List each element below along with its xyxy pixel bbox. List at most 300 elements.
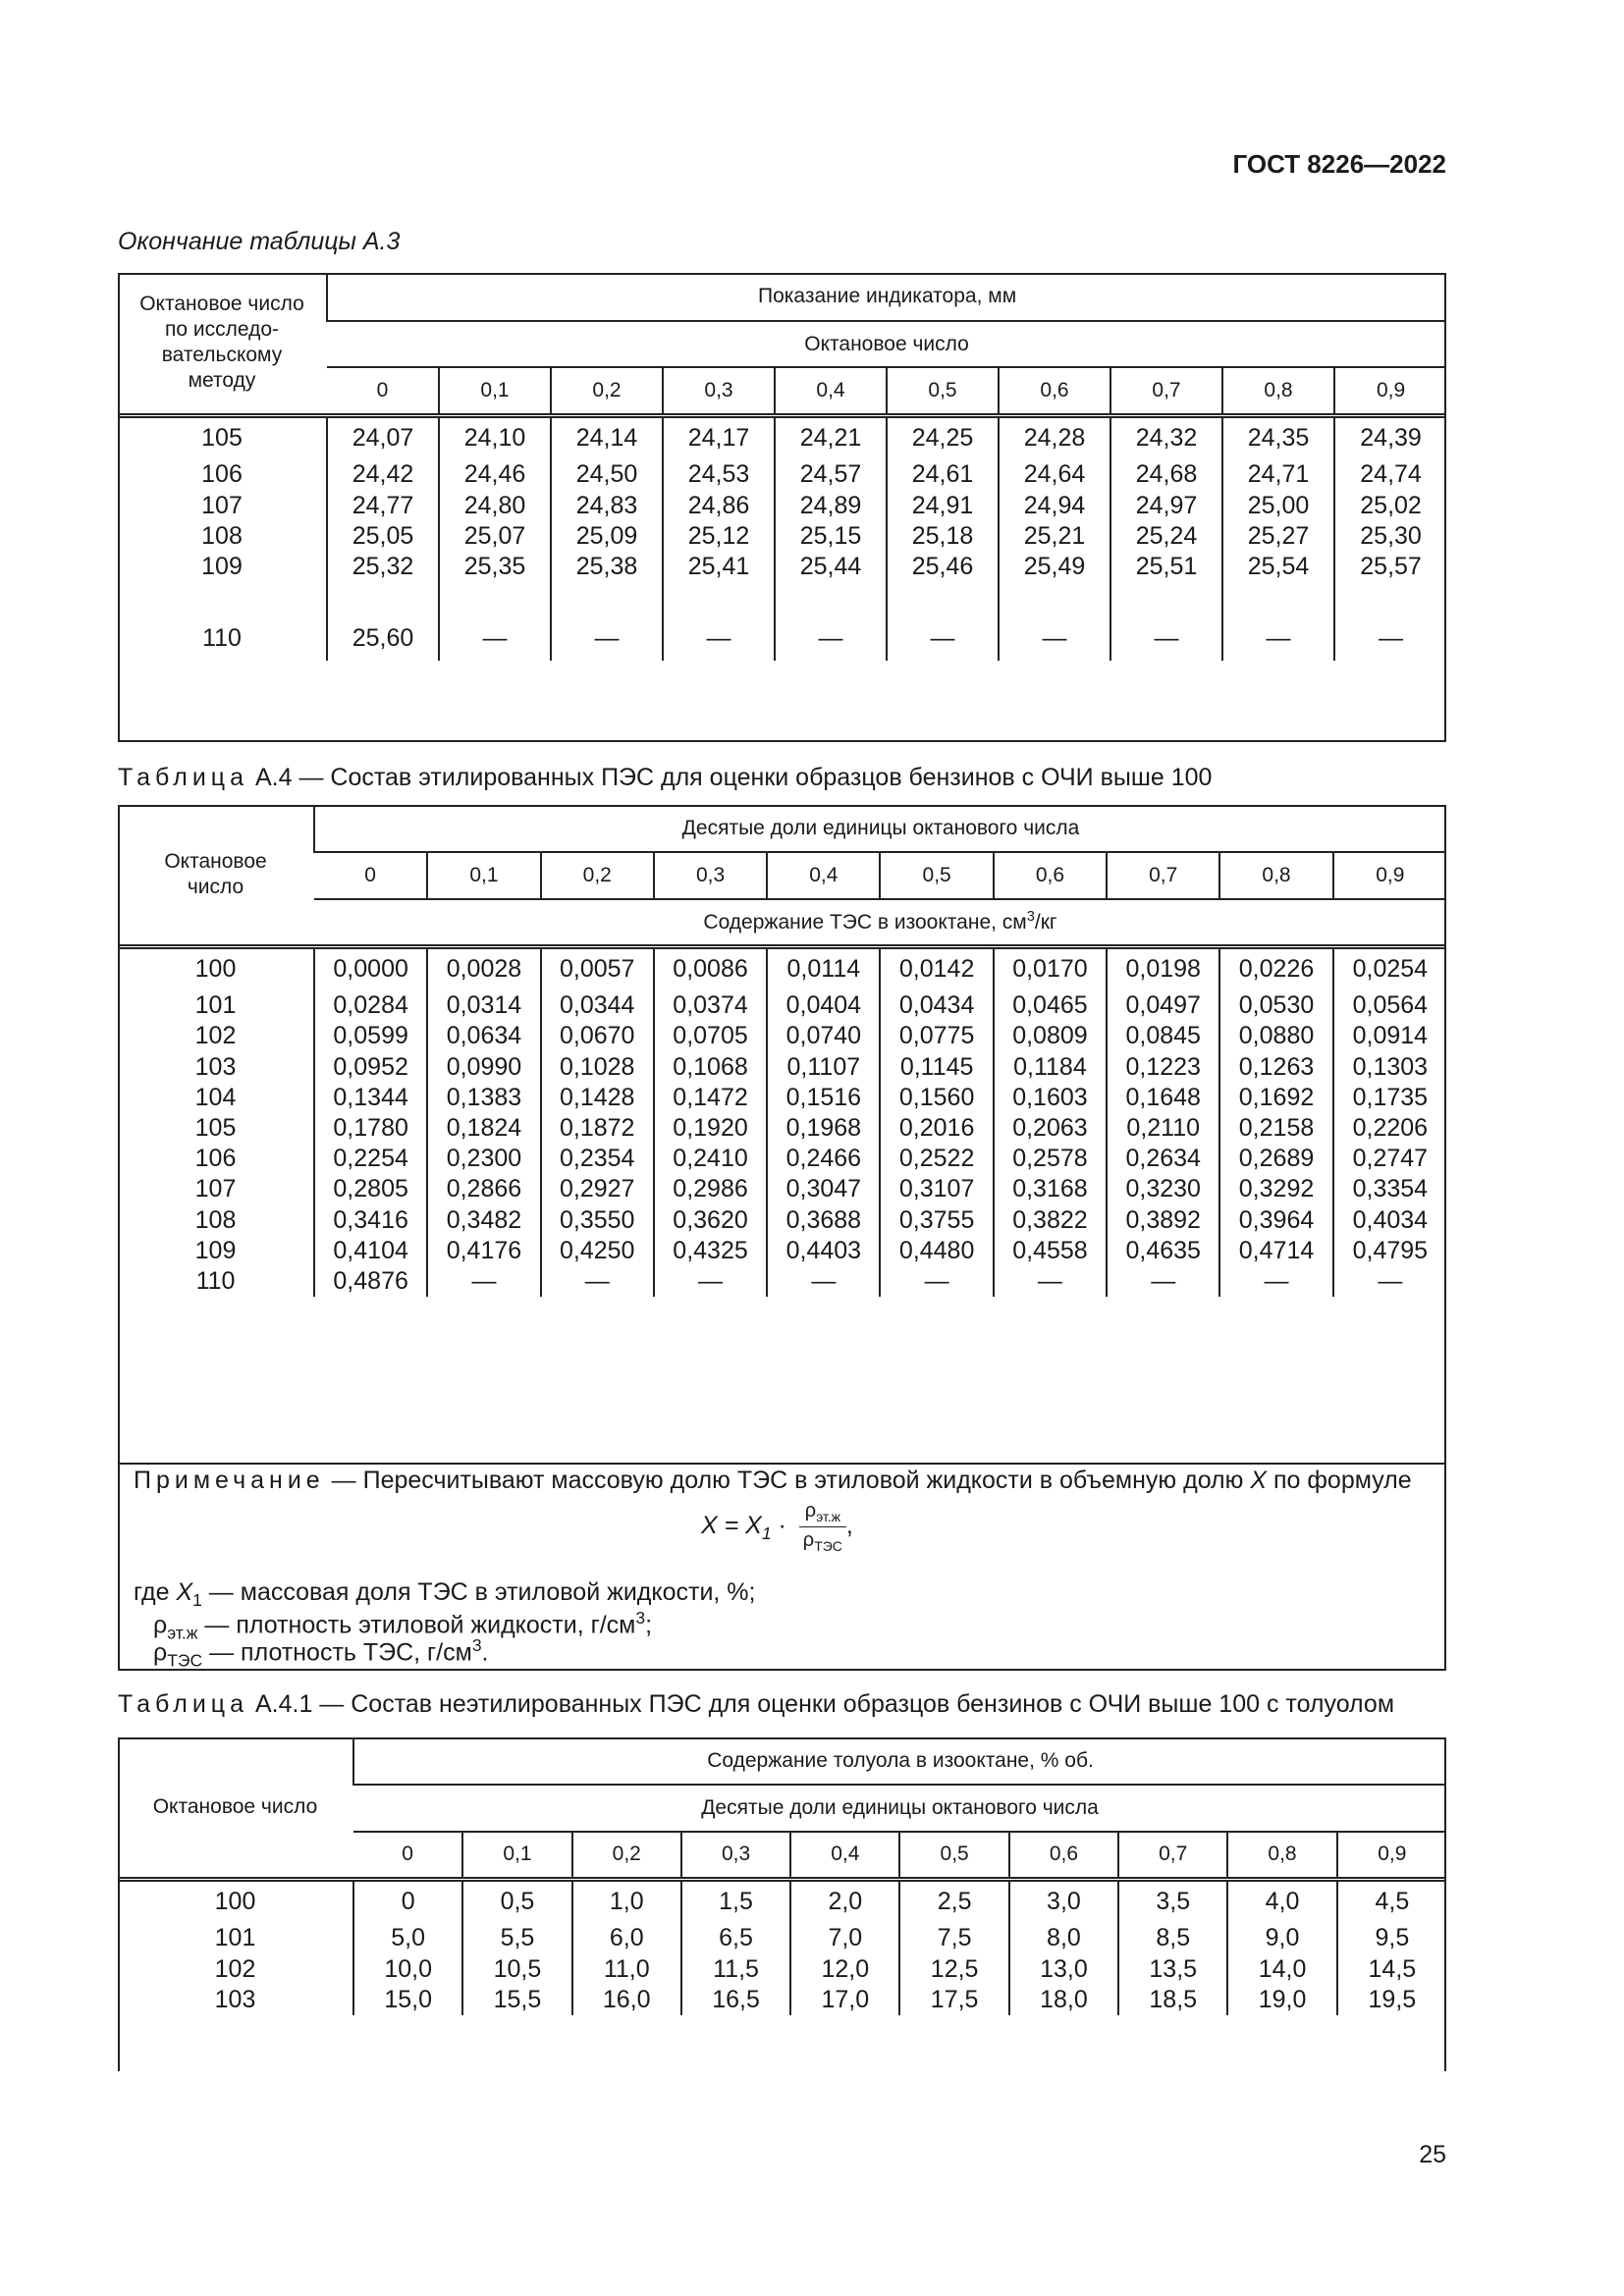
table-cell: 0,2927 <box>541 1174 654 1204</box>
table-cell: 0,3550 <box>541 1205 654 1236</box>
table-cell: 24,07 <box>327 415 439 459</box>
column-header: 0,3 <box>681 1832 790 1879</box>
table-cell: 0,0434 <box>880 990 993 1021</box>
table-cell: 24,71 <box>1222 459 1334 490</box>
table-cell: 0,3964 <box>1219 1205 1332 1236</box>
table-cell: 16,0 <box>572 1985 681 2015</box>
table-cell: 24,83 <box>551 491 663 521</box>
column-header: 0,6 <box>994 852 1107 899</box>
column-header: 0,9 <box>1334 367 1446 415</box>
table-cell: 0,1263 <box>1219 1052 1332 1083</box>
table-cell: 25,38 <box>551 552 663 582</box>
table-cell: 6,5 <box>681 1923 790 1953</box>
row-label: 102 <box>194 1022 237 1050</box>
num-symbol: ρ <box>804 1500 817 1522</box>
row-label: 110 <box>202 623 242 652</box>
column-header: 0,8 <box>1227 1832 1336 1879</box>
table-cell: 0,1428 <box>541 1083 654 1113</box>
rho1-text: — плотность этиловой жидкости, г/см <box>197 1611 636 1639</box>
table-cell: 25,46 <box>887 552 999 582</box>
where-var: X <box>176 1578 193 1606</box>
table-cell: 13,5 <box>1118 1954 1227 1985</box>
table-cell: 0,4250 <box>541 1236 654 1266</box>
table-cell: 25,18 <box>887 521 999 552</box>
table-cell: 13,0 <box>1009 1954 1118 1985</box>
table-a4 <box>118 805 1446 1297</box>
table-cell: 0,0845 <box>1107 1021 1219 1051</box>
table-row <box>118 1954 1446 1985</box>
table-cell: 0,4714 <box>1219 1236 1332 1266</box>
table-cell: 25,09 <box>551 521 663 552</box>
table-cell: 0,4176 <box>427 1236 540 1266</box>
table-a3-sub-header: Октановое число <box>327 321 1446 367</box>
standard-designation: ГОСТ 8226—2022 <box>1232 149 1446 179</box>
table-cell: 12,0 <box>790 1954 899 1985</box>
table-cell: — <box>427 1266 540 1297</box>
table-cell: 15,5 <box>462 1985 571 2015</box>
table-cell: 0,3482 <box>427 1205 540 1236</box>
table-cell: 25,21 <box>999 521 1110 552</box>
table-cell: 0,1383 <box>427 1083 540 1113</box>
table-cell: 24,10 <box>439 415 551 459</box>
formula-fraction <box>799 1500 846 1554</box>
table-cell: 18,0 <box>1009 1985 1118 2015</box>
table-cell: 0,3107 <box>880 1174 993 1204</box>
column-header: 0,5 <box>887 367 999 415</box>
table-cell: 0,0465 <box>994 990 1107 1021</box>
column-header: 0,2 <box>572 1832 681 1879</box>
rho1-sup: 3 <box>635 1608 646 1628</box>
table-a4-row-header <box>118 805 314 946</box>
table-cell: 24,77 <box>327 491 439 521</box>
table-row <box>118 552 1446 582</box>
table-cell: 25,30 <box>1334 521 1446 552</box>
sub-header-text: Содержание ТЭС в изооктане, см <box>703 911 1027 934</box>
table-cell: 0,1603 <box>994 1083 1107 1113</box>
table-cell: 3,5 <box>1118 1879 1227 1923</box>
where-prefix: где <box>134 1578 177 1606</box>
column-header: 0,7 <box>1110 367 1222 415</box>
table-cell: 0,0057 <box>541 946 654 990</box>
column-header: 0,4 <box>767 852 880 899</box>
table-cell: 0,1735 <box>1333 1083 1446 1113</box>
table-row <box>118 1144 1446 1174</box>
table-cell: 0,4325 <box>654 1236 767 1266</box>
table-cell: 25,05 <box>327 521 439 552</box>
table-row <box>118 491 1446 521</box>
column-header: 0,8 <box>1222 367 1334 415</box>
table-cell: — <box>1219 1266 1332 1297</box>
table-a3 <box>118 273 1446 661</box>
rho2-symbol: ρ <box>153 1638 168 1667</box>
table-a41-caption <box>118 1690 1394 1719</box>
column-header: 0,4 <box>775 367 887 415</box>
table-cell: 0,3168 <box>994 1174 1107 1204</box>
table-cell: 0,4480 <box>880 1236 993 1266</box>
table-cell: 0,0952 <box>314 1052 427 1083</box>
table-cell: — <box>1334 582 1446 660</box>
table-cell: 0,0914 <box>1333 1021 1446 1051</box>
table-cell: 2,0 <box>790 1879 899 1923</box>
table-cell: 0,1184 <box>994 1052 1107 1083</box>
table-row <box>118 1205 1446 1236</box>
table-cell: 0,2866 <box>427 1174 540 1204</box>
table-cell: 24,28 <box>999 415 1110 459</box>
where-var-sub: 1 <box>192 1590 202 1610</box>
table-cell: 0,3822 <box>994 1205 1107 1236</box>
table-cell: 24,64 <box>999 459 1110 490</box>
row-label: 105 <box>118 415 327 459</box>
table-cell: 0,0634 <box>427 1021 540 1051</box>
sub-header-sup: 3 <box>1026 909 1035 926</box>
table-cell: 0,0344 <box>541 990 654 1021</box>
column-header: 0,6 <box>1009 1832 1118 1879</box>
table-cell: 0,3688 <box>767 1205 880 1236</box>
table-cell: 24,74 <box>1334 459 1446 490</box>
table-cell: — <box>663 582 775 660</box>
table-cell: 0,3292 <box>1219 1174 1332 1204</box>
table-cell: 0,1344 <box>314 1083 427 1113</box>
row-label: 104 <box>194 1083 237 1111</box>
table-cell: 0,3755 <box>880 1205 993 1236</box>
table-cell: 0,2747 <box>1333 1144 1446 1174</box>
table-cell: 14,5 <box>1337 1954 1446 1985</box>
table-row <box>118 1052 1446 1083</box>
den-sub: ТЭС <box>814 1538 842 1554</box>
table-cell: 0,0170 <box>994 946 1107 990</box>
table-cell: 25,07 <box>439 521 551 552</box>
table-cell: 25,57 <box>1334 552 1446 582</box>
row-label: 108 <box>194 1205 237 1234</box>
note-formula <box>701 1500 853 1554</box>
row-header-line: методу <box>188 369 256 393</box>
note-variable: X <box>1250 1467 1268 1494</box>
table-cell: 0,0314 <box>427 990 540 1021</box>
column-header: 0,1 <box>427 852 540 899</box>
table-cell: 14,0 <box>1227 1954 1336 1985</box>
row-label: 108 <box>201 522 243 551</box>
formula-denominator <box>799 1527 846 1554</box>
column-header: 0 <box>314 852 427 899</box>
table-cell: 24,46 <box>439 459 551 490</box>
table-cell: 11,5 <box>681 1954 790 1985</box>
table-cell: 0,5 <box>462 1879 571 1923</box>
table-cell: 24,50 <box>551 459 663 490</box>
note-label: Примечание <box>134 1467 325 1494</box>
rho1-symbol: ρ <box>153 1611 168 1639</box>
table-cell: 0 <box>353 1879 462 1923</box>
table-cell: 0,0086 <box>654 946 767 990</box>
table-cell: 0,0374 <box>654 990 767 1021</box>
formula-numerator <box>799 1500 846 1527</box>
table-cell: 7,5 <box>899 1923 1008 1953</box>
table-cell: 1,5 <box>681 1879 790 1923</box>
table-cell: 0,1824 <box>427 1113 540 1144</box>
table-cell: 0,0114 <box>767 946 880 990</box>
table-cell: 0,0599 <box>314 1021 427 1051</box>
table-cell: 24,25 <box>887 415 999 459</box>
table-cell: 6,0 <box>572 1923 681 1953</box>
table-cell: 0,2466 <box>767 1144 880 1174</box>
table-cell: 25,32 <box>327 552 439 582</box>
row-label: 100 <box>118 946 314 990</box>
note-text-1: — Пересчитывают массовую долю ТЭС в этиловой жидкости в объемную долю <box>324 1467 1251 1494</box>
table-cell: — <box>1222 582 1334 660</box>
rho2-end: . <box>481 1638 489 1667</box>
table-cell: — <box>775 582 887 660</box>
table-cell: 24,91 <box>887 491 999 521</box>
table-a3-row-header <box>118 273 327 415</box>
row-label: 100 <box>118 1879 353 1923</box>
rho2-text: — плотность ТЭС, г/см <box>202 1638 472 1667</box>
table-cell: 25,51 <box>1110 552 1222 582</box>
row-label: 103 <box>194 1052 237 1081</box>
table-row <box>118 1923 1446 1953</box>
table-cell: — <box>1107 1266 1219 1297</box>
num-sub: эт.ж <box>816 1509 841 1524</box>
table-cell: 0,1028 <box>541 1052 654 1083</box>
table-cell: 12,5 <box>899 1954 1008 1985</box>
row-label: 106 <box>201 460 243 489</box>
column-header: 0,9 <box>1337 1832 1446 1879</box>
column-header: 0,5 <box>899 1832 1008 1879</box>
table-cell: — <box>551 582 663 660</box>
table-cell: 0,2986 <box>654 1174 767 1204</box>
table-cell: 0,2063 <box>994 1113 1107 1144</box>
table-cell: 16,5 <box>681 1985 790 2015</box>
table-cell: 0,2634 <box>1107 1144 1219 1174</box>
table-cell: 8,0 <box>1009 1923 1118 1953</box>
table-cell: — <box>541 1266 654 1297</box>
table-row <box>118 521 1446 552</box>
row-label: 101 <box>194 991 237 1020</box>
table-cell: 25,54 <box>1222 552 1334 582</box>
table-row <box>118 1266 1446 1297</box>
table-cell: 8,5 <box>1118 1923 1227 1953</box>
table-a4-column-header-row <box>118 852 1446 899</box>
table-cell: 0,0775 <box>880 1021 993 1051</box>
row-header-line: Октановое <box>164 849 267 873</box>
table-a4-sub-header <box>314 899 1446 946</box>
table-cell: 25,41 <box>663 552 775 582</box>
table-cell: 25,27 <box>1222 521 1334 552</box>
table-cell: 0,0028 <box>427 946 540 990</box>
table-cell: 24,68 <box>1110 459 1222 490</box>
table-cell: 0,1780 <box>314 1113 427 1144</box>
sub-header-unit: /кг <box>1034 911 1057 934</box>
page-number: 25 <box>1419 2141 1446 2168</box>
table-cell: 0,2300 <box>427 1144 540 1174</box>
row-label: 109 <box>194 1236 237 1264</box>
table-cell: 0,0497 <box>1107 990 1219 1021</box>
table-a3-caption: Окончание таблицы А.3 <box>118 228 401 255</box>
table-cell: 0,2206 <box>1333 1113 1446 1144</box>
where-text: — массовая доля ТЭС в этиловой жидкости, %; <box>201 1578 756 1606</box>
table-cell: 19,5 <box>1337 1985 1446 2015</box>
table-cell: 0,2410 <box>654 1144 767 1174</box>
table-row <box>118 1113 1446 1144</box>
table-cell: — <box>767 1266 880 1297</box>
table-cell: 25,49 <box>999 552 1110 582</box>
rho2-sub: ТЭС <box>167 1650 203 1671</box>
formula-end: , <box>845 1512 853 1540</box>
table-cell: 25,44 <box>775 552 887 582</box>
table-cell: 24,89 <box>775 491 887 521</box>
table-cell: 0,1920 <box>654 1113 767 1144</box>
table-row <box>118 415 1446 459</box>
table-cell: 4,5 <box>1337 1879 1446 1923</box>
table-cell: 24,80 <box>439 491 551 521</box>
table-cell: 0,1303 <box>1333 1052 1446 1083</box>
table-cell: 18,5 <box>1118 1985 1227 2015</box>
row-label: 103 <box>214 1986 256 2014</box>
table-cell: 0,0564 <box>1333 990 1446 1021</box>
table-cell: 24,17 <box>663 415 775 459</box>
table-cell: 3,0 <box>1009 1879 1118 1923</box>
table-cell: 0,0705 <box>654 1021 767 1051</box>
column-header: 0 <box>402 1842 413 1866</box>
table-a4-note <box>118 1463 1446 1671</box>
column-header: 0,9 <box>1333 852 1446 899</box>
table-cell: 17,5 <box>899 1985 1008 2015</box>
table-cell: 0,0990 <box>427 1052 540 1083</box>
column-header: 0,1 <box>439 367 551 415</box>
row-label: 110 <box>195 1266 236 1295</box>
table-cell: 0,1516 <box>767 1083 880 1113</box>
column-header: 0,2 <box>541 852 654 899</box>
table-cell: 0,2016 <box>880 1113 993 1144</box>
table-cell: 5,5 <box>462 1923 571 1953</box>
table-cell: 24,86 <box>663 491 775 521</box>
table-a4-group-header: Десятые доли единицы октанового числа <box>314 805 1446 852</box>
table-cell: 0,3416 <box>314 1205 427 1236</box>
table-cell: 25,24 <box>1110 521 1222 552</box>
table-cell: 0,4635 <box>1107 1236 1219 1266</box>
table-cell: 24,42 <box>327 459 439 490</box>
table-cell: 0,1107 <box>767 1052 880 1083</box>
table-cell: 0,4558 <box>994 1236 1107 1266</box>
table-a41-group-header: Содержание толуола в изооктане, % об. <box>353 1737 1446 1785</box>
table-cell: 10,5 <box>462 1954 571 1985</box>
table-cell: — <box>887 582 999 660</box>
table-cell: 9,0 <box>1227 1923 1336 1953</box>
table-cell: 0,3892 <box>1107 1205 1219 1236</box>
table-cell: 24,61 <box>887 459 999 490</box>
column-header: 0,7 <box>1107 852 1219 899</box>
table-cell: 24,14 <box>551 415 663 459</box>
table-cell: 24,35 <box>1222 415 1334 459</box>
table-row <box>118 946 1446 990</box>
table-cell: 0,0530 <box>1219 990 1332 1021</box>
table-cell: 0,1648 <box>1107 1083 1219 1113</box>
table-cell: 0,0284 <box>314 990 427 1021</box>
table-a4-caption <box>118 764 1212 792</box>
table-cell: 24,53 <box>663 459 775 490</box>
table-cell: 0,0142 <box>880 946 993 990</box>
table-cell: 0,2805 <box>314 1174 427 1204</box>
column-header: 0,1 <box>462 1832 571 1879</box>
table-cell: 0,0740 <box>767 1021 880 1051</box>
table-cell: 11,0 <box>572 1954 681 1985</box>
table-cell: 0,2158 <box>1219 1113 1332 1144</box>
row-label: 106 <box>194 1145 237 1173</box>
table-cell: 0,2110 <box>1107 1113 1219 1144</box>
table-cell: 0,1472 <box>654 1083 767 1113</box>
table-cell: 4,0 <box>1227 1879 1336 1923</box>
formula-dot: · <box>771 1512 793 1540</box>
table-cell: — <box>994 1266 1107 1297</box>
table-cell: 25,12 <box>663 521 775 552</box>
table-cell: 15,0 <box>353 1985 462 2015</box>
column-header: 0,7 <box>1118 1832 1227 1879</box>
row-label: 102 <box>214 1954 256 1983</box>
table-cell: 0,4876 <box>314 1266 427 1297</box>
formula-lhs: X = X <box>701 1512 762 1540</box>
table-cell: 25,35 <box>439 552 551 582</box>
table-cell: 0,1692 <box>1219 1083 1332 1113</box>
row-label: 107 <box>194 1175 237 1203</box>
table-label: Таблица <box>118 764 249 791</box>
table-cell: 0,2578 <box>994 1144 1107 1174</box>
table-row <box>118 990 1446 1021</box>
table-cell: 0,2522 <box>880 1144 993 1174</box>
table-cell: 1,0 <box>572 1879 681 1923</box>
row-header-line: по исследо- <box>164 318 279 342</box>
table-a41-sub-header: Десятые доли единицы октанового числа <box>353 1785 1446 1832</box>
table-cell: 0,0000 <box>314 946 427 990</box>
table-cell: 24,57 <box>775 459 887 490</box>
table-cell: 25,60 <box>327 582 439 660</box>
table-cell: 24,32 <box>1110 415 1222 459</box>
row-label: 107 <box>201 491 243 519</box>
row-header-line: вательскому <box>161 344 283 367</box>
table-cell: 0,2254 <box>314 1144 427 1174</box>
formula-sub: 1 <box>761 1523 772 1544</box>
row-label: 105 <box>194 1114 237 1143</box>
table-cell: 0,0254 <box>1333 946 1446 990</box>
table-cell: 10,0 <box>353 1954 462 1985</box>
table-cell: 25,00 <box>1222 491 1334 521</box>
table-cell: 0,0198 <box>1107 946 1219 990</box>
table-cell: 0,0404 <box>767 990 880 1021</box>
note-text-2: по формуле <box>1267 1467 1412 1494</box>
table-row <box>118 459 1446 490</box>
table-cell: 24,94 <box>999 491 1110 521</box>
table-a3-group-header: Показание индикатора, мм <box>327 273 1446 321</box>
row-header-line: Октановое число <box>139 293 304 316</box>
table-row <box>118 1174 1446 1204</box>
table-cell: 0,0880 <box>1219 1021 1332 1051</box>
table-cell: 17,0 <box>790 1985 899 2015</box>
table-cell: — <box>880 1266 993 1297</box>
table-cell: 5,0 <box>353 1923 462 1953</box>
table-label: Таблица <box>118 1690 249 1718</box>
column-header: 0,4 <box>790 1832 899 1879</box>
rho2-sup: 3 <box>471 1635 482 1655</box>
column-header: 0,3 <box>654 852 767 899</box>
table-cell: — <box>1333 1266 1446 1297</box>
table-cell: 25,15 <box>775 521 887 552</box>
table-cell: 9,5 <box>1337 1923 1446 1953</box>
rho1-end: ; <box>645 1611 653 1639</box>
table-cell: 0,3230 <box>1107 1174 1219 1204</box>
table-cell: 0,1223 <box>1107 1052 1219 1083</box>
column-header: 0 <box>376 378 389 401</box>
column-header: 0,5 <box>880 852 993 899</box>
table-row <box>118 1879 1446 1923</box>
table-cell: 19,0 <box>1227 1985 1336 2015</box>
table-row <box>118 582 1446 660</box>
